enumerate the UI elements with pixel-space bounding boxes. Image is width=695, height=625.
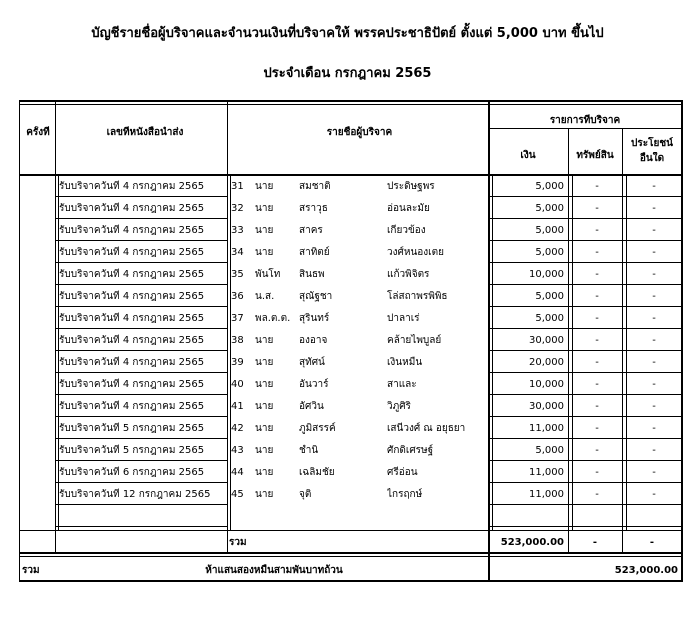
row-money: 11,000: [529, 423, 564, 434]
row-rule: [55, 394, 227, 395]
row-rule: [55, 196, 227, 197]
row-letter: รับบริจาควันที่ 4 กรกฎาคม 2565: [59, 335, 205, 346]
subtotal-property: -: [592, 537, 598, 548]
row-benefit: -: [652, 357, 656, 368]
row-rule: [55, 328, 227, 329]
row-rule: [55, 350, 227, 351]
subtotal-money: 523,000.00: [500, 537, 564, 548]
row-money: 5,000: [535, 313, 564, 324]
row-rule: [488, 196, 682, 197]
header-benefit-1: ประโยชน์: [631, 138, 673, 149]
row-last: อ่อนละมัย: [387, 203, 430, 214]
row-last: ศรีอ่อน: [387, 467, 418, 478]
row-benefit: -: [652, 225, 656, 236]
table-border-top: [19, 100, 682, 102]
row-prefix: นาย: [255, 489, 274, 500]
table-border-top-inner: [19, 104, 682, 105]
row-rule: [55, 240, 227, 241]
subtotal-top-rule: [19, 530, 682, 531]
row-letter: รับบริจาควันที่ 4 กรกฎาคม 2565: [59, 401, 205, 412]
row-rule: [488, 240, 682, 241]
row-last: ศักดิเศรษฐ์: [387, 445, 434, 456]
header-money: เงิน: [520, 150, 536, 161]
row-no: 33: [231, 225, 244, 236]
row-property: -: [595, 291, 599, 302]
row-rule: [488, 306, 682, 307]
row-last: เงินหมื่น: [387, 357, 423, 368]
row-property: -: [595, 489, 599, 500]
grand-total-label: รวม: [22, 565, 40, 576]
row-letter: รับบริจาควันที่ 4 กรกฎาคม 2565: [59, 313, 205, 324]
row-rule: [488, 284, 682, 285]
row-property: -: [595, 313, 599, 324]
row-last: ไกรฤกษ์: [387, 489, 423, 500]
grand-total-amount: 523,000.00: [614, 565, 678, 576]
row-first: ชำนิ: [299, 445, 319, 456]
table-border-left: [19, 100, 20, 582]
row-money: 5,000: [535, 203, 564, 214]
row-letter: รับบริจาควันที่ 4 กรกฎาคม 2565: [59, 379, 205, 390]
subtotal-bottom-rule: [19, 552, 682, 554]
row-letter: รับบริจาควันที่ 5 กรกฎาคม 2565: [59, 423, 205, 434]
row-letter: รับบริจาควันที่ 12 กรกฎาคม 2565: [59, 489, 211, 500]
row-prefix: นาย: [255, 357, 274, 368]
row-prefix: นาย: [255, 379, 274, 390]
row-no: 35: [231, 269, 244, 280]
row-money: 11,000: [529, 489, 564, 500]
row-rule: [488, 328, 682, 329]
row-first: อัศวิน: [299, 401, 324, 412]
row-prefix: นาย: [255, 423, 274, 434]
row-property: -: [595, 357, 599, 368]
column-rule: [488, 100, 490, 580]
row-money: 5,000: [535, 181, 564, 192]
row-letter: รับบริจาควันที่ 4 กรกฎาคม 2565: [59, 181, 205, 192]
column-rule: [227, 100, 228, 552]
document-title: บัญชีรายชื่อผู้บริจาคและจำนวนเงินที่บริจาคให้ พรรคประชาธิปัตย์ ตั้งแต่ 5,000 บาท ขึ้นไป: [91, 26, 604, 41]
column-rule: [55, 100, 56, 552]
row-letter: รับบริจาควันที่ 4 กรกฎาคม 2565: [59, 247, 205, 258]
row-first: อันวาร์: [299, 379, 329, 390]
row-property: -: [595, 379, 599, 390]
row-rule: [55, 438, 227, 439]
row-prefix: พันโท: [255, 269, 281, 280]
row-money: 5,000: [535, 247, 564, 258]
subtotal-benefit: -: [649, 537, 655, 548]
row-rule: [488, 394, 682, 395]
row-benefit: -: [652, 423, 656, 434]
row-first: สาทิตย์: [299, 247, 330, 258]
row-no: 32: [231, 203, 244, 214]
column-rule: [568, 128, 569, 552]
row-no: 43: [231, 445, 244, 456]
row-first: สมชาติ: [299, 181, 331, 192]
row-rule: [55, 460, 227, 461]
row-first: เฉลิมชัย: [299, 467, 335, 478]
row-letter: รับบริจาควันที่ 4 กรกฎาคม 2565: [59, 357, 205, 368]
row-last: คล้ายไพบูลย์: [387, 335, 442, 346]
row-money: 10,000: [529, 379, 564, 390]
row-property: -: [595, 225, 599, 236]
row-rule: [488, 460, 682, 461]
row-no: 31: [231, 181, 244, 192]
grand-total-top-rule: [19, 556, 682, 557]
row-property: -: [595, 445, 599, 456]
row-rule: [488, 262, 682, 263]
row-prefix: นาย: [255, 401, 274, 412]
row-last: เกี่ยวข้อง: [387, 225, 426, 236]
row-money: 30,000: [529, 335, 564, 346]
row-last: วงศ์หนองเตย: [387, 247, 444, 258]
header-property: ทรัพย์สิน: [576, 150, 614, 161]
row-last: สาและ: [387, 379, 417, 390]
row-letter: รับบริจาควันที่ 4 กรกฎาคม 2565: [59, 225, 205, 236]
row-first: สุทัศน์: [299, 357, 325, 368]
row-prefix: นาย: [255, 247, 274, 258]
row-no: 37: [231, 313, 244, 324]
row-no: 42: [231, 423, 244, 434]
row-rule: [488, 218, 682, 219]
row-benefit: -: [652, 445, 656, 456]
row-no: 39: [231, 357, 244, 368]
row-letter: รับบริจาควันที่ 5 กรกฎาคม 2565: [59, 445, 205, 456]
row-rule: [55, 504, 227, 505]
row-benefit: -: [652, 269, 656, 280]
row-rule: [55, 306, 227, 307]
row-rule: [55, 482, 227, 483]
row-rule: [55, 284, 227, 285]
document-subtitle: ประจำเดือน กรกฎาคม 2565: [263, 66, 432, 81]
row-benefit: -: [652, 291, 656, 302]
row-benefit: -: [652, 379, 656, 390]
row-money: 11,000: [529, 467, 564, 478]
row-prefix: นาย: [255, 467, 274, 478]
row-benefit: -: [652, 401, 656, 412]
row-money: 5,000: [535, 291, 564, 302]
column-rule: [622, 128, 623, 552]
row-money: 5,000: [535, 445, 564, 456]
row-rule: [488, 372, 682, 373]
row-prefix: พล.ต.ต.: [255, 313, 291, 324]
row-first: สุณัฐชา: [299, 291, 333, 302]
row-last: ปาลาเร่: [387, 313, 420, 324]
row-prefix: นาย: [255, 225, 274, 236]
row-prefix: นาย: [255, 335, 274, 346]
row-rule: [488, 504, 682, 505]
row-property: -: [595, 467, 599, 478]
row-letter: รับบริจาควันที่ 4 กรกฎาคม 2565: [59, 291, 205, 302]
row-rule: [488, 438, 682, 439]
row-benefit: -: [652, 467, 656, 478]
row-property: -: [595, 181, 599, 192]
row-last: วิภูศิริ: [387, 401, 411, 412]
row-benefit: -: [652, 313, 656, 324]
row-rule: [55, 218, 227, 219]
header-letter: เลขที่หนังสือนำส่ง: [106, 127, 184, 138]
row-first: สราวุธ: [299, 203, 328, 214]
row-letter: รับบริจาควันที่ 4 กรกฎาคม 2565: [59, 203, 205, 214]
row-letter: รับบริจาควันที่ 4 กรกฎาคม 2565: [59, 269, 205, 280]
grand-total-words: ห้าแสนสองหมื่นสามพันบาทถ้วน: [205, 565, 343, 576]
row-first: องอาจ: [299, 335, 328, 346]
row-rule: [55, 526, 227, 527]
header-items-rule: [488, 128, 682, 129]
row-money: 20,000: [529, 357, 564, 368]
row-no: 36: [231, 291, 244, 302]
row-rule: [488, 526, 682, 527]
row-first: ภูมิสรรค์: [299, 423, 336, 434]
row-property: -: [595, 247, 599, 258]
row-rule: [55, 372, 227, 373]
row-no: 40: [231, 379, 244, 390]
row-no: 34: [231, 247, 244, 258]
table-border-bottom: [19, 580, 682, 582]
row-first: จุติ: [299, 489, 312, 500]
header-items: รายการที่บริจาค: [549, 115, 621, 126]
header-donor: รายชื่อผู้บริจาค: [326, 127, 393, 138]
row-rule: [488, 350, 682, 351]
row-first: สินธพ: [299, 269, 325, 280]
subtotal-label: รวม: [229, 537, 247, 548]
row-letter: รับบริจาควันที่ 6 กรกฎาคม 2565: [59, 467, 205, 478]
row-first: สาคร: [299, 225, 323, 236]
row-benefit: -: [652, 335, 656, 346]
header-bottom-rule: [19, 174, 682, 176]
row-last: เสนีวงศ์ ณ อยุธยา: [387, 423, 466, 434]
header-benefit-2: อื่นใด: [639, 153, 665, 164]
row-prefix: นาย: [255, 181, 274, 192]
row-money: 5,000: [535, 225, 564, 236]
row-property: -: [595, 401, 599, 412]
header-no: ครั้งที่: [26, 127, 50, 138]
row-no: 41: [231, 401, 244, 412]
row-property: -: [595, 423, 599, 434]
row-prefix: นาย: [255, 445, 274, 456]
row-rule: [55, 262, 227, 263]
row-rule: [55, 416, 227, 417]
row-property: -: [595, 203, 599, 214]
row-benefit: -: [652, 181, 656, 192]
row-property: -: [595, 269, 599, 280]
row-prefix: น.ส.: [255, 291, 275, 302]
row-last: โล่สถาพรพิพิธ: [387, 291, 448, 302]
row-prefix: นาย: [255, 203, 274, 214]
row-no: 45: [231, 489, 244, 500]
row-rule: [488, 416, 682, 417]
row-no: 44: [231, 467, 244, 478]
row-no: 38: [231, 335, 244, 346]
row-rule: [488, 482, 682, 483]
donation-table: [19, 100, 682, 584]
row-benefit: -: [652, 489, 656, 500]
row-money: 10,000: [529, 269, 564, 280]
row-benefit: -: [652, 247, 656, 258]
row-first: สุรินทร์: [299, 313, 330, 324]
row-last: แก้วพิจิตร: [387, 269, 430, 280]
row-money: 30,000: [529, 401, 564, 412]
row-benefit: -: [652, 203, 656, 214]
row-last: ประดิษฐพร: [387, 181, 435, 192]
row-property: -: [595, 335, 599, 346]
